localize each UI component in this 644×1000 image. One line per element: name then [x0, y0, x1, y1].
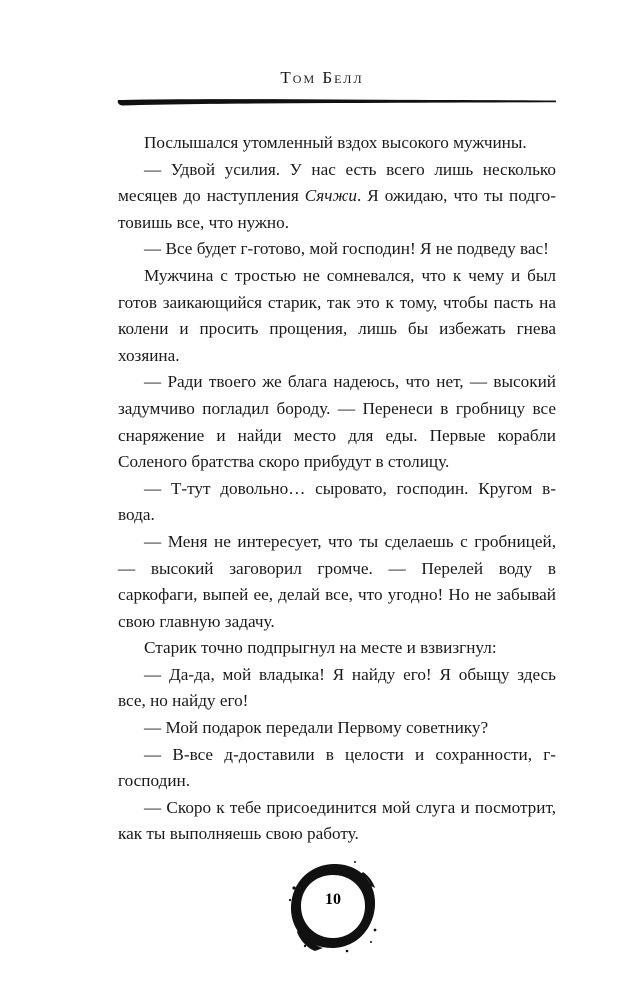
paragraph: — Меня не интересует, что ты сделаешь с гробницей, — высокий заговорил громче. — Перелей воду в саркофаги, выпей ее, делай все, что угодно! Но не забывай свою главную задачу.	[118, 531, 556, 631]
page-number-ornament	[285, 858, 381, 954]
page-number: 10	[325, 891, 341, 908]
paragraph: Старик точно подпрыгнул на месте и взвизгнул:	[144, 638, 497, 658]
paragraph: — Т-тут довольно… сыровато, господин. Кругом в-вода.	[118, 478, 556, 525]
italic-term: Сячжи	[304, 186, 357, 206]
paragraph: — Скоро к тебе присоединится мой слуга и посмотрит, как ты выполняешь свою работу.	[118, 797, 556, 844]
paragraph: — Ради твоего же блага надеюсь, что нет, — высокий задумчиво погладил бороду. — Перенеси в гробницу все снаряжение и найди место для еды. Первые корабли Соленого братства скоро прибудут в столицу.	[118, 372, 556, 472]
paragraph: — В-все д-доставили в целости и сохранности, г-господин.	[118, 744, 556, 791]
page-body	[118, 130, 556, 848]
paragraph-text: — Удвой усилия. У нас есть всего лишь несколько месяцев до наступления	[118, 159, 556, 206]
paragraph: — Все будет г-готово, мой господин! Я не подведу вас!	[144, 239, 549, 259]
paragraph: — Мой подарок передали Первому советнику?	[144, 718, 489, 738]
brush-stroke-rule	[116, 92, 558, 110]
running-title: Том Белл	[280, 68, 364, 87]
paragraph-text: . Я ожидаю, что ты подготовишь все, что нужно.	[118, 186, 556, 232]
paragraph	[118, 157, 556, 237]
paragraph: Мужчина с тростью не сомневался, что к чему и был готов заикающийся старик, так это к тому, чтобы пасть на колени и просить прощения, лишь бы избежать гнева хозяина.	[118, 265, 556, 365]
paragraph: Послышался утомленный вздох высокого мужчины.	[144, 133, 527, 152]
paragraph: — Да-да, мой владыка! Я найду его! Я обыщу здесь все, но найду его!	[118, 664, 556, 711]
